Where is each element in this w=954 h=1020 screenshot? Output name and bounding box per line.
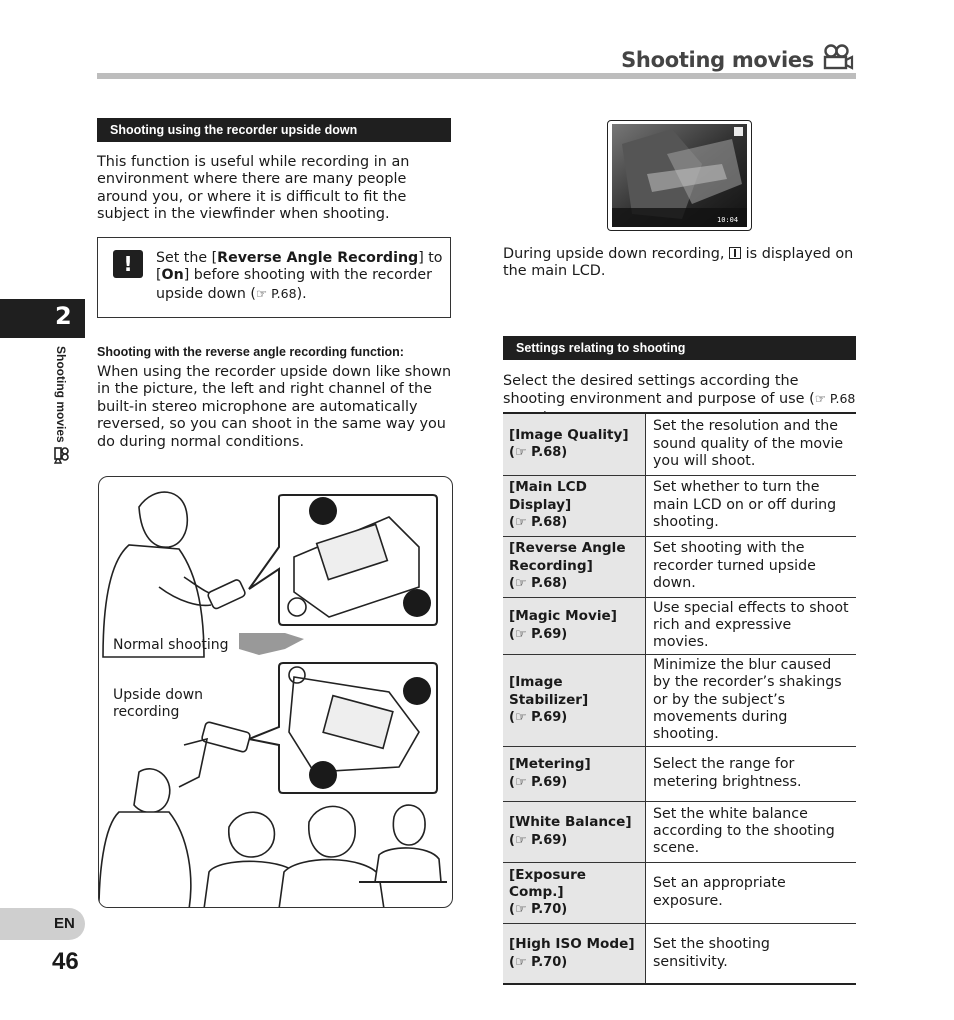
section-header-upside-down: Shooting using the recorder upside down	[97, 118, 451, 142]
intro-paragraph: This function is useful while recording in an environment where there are many people around you, or where it is difficult to fit the subject in the viewfinder when shooting.	[97, 154, 410, 223]
movie-camera-icon	[52, 447, 70, 463]
table-row: [Image Stabilizer] (☞ P.69) Minimize the blur caused by the recorder’s shakings or by the subject’s movements during shooting.	[503, 654, 856, 746]
upside-down-label-2: recording	[113, 704, 180, 720]
page-number: 46	[52, 948, 79, 975]
upside-down-label: Upside down	[113, 687, 204, 703]
page-title: Shooting movies	[621, 44, 854, 75]
lcd-caption: During upside down recording, is displayed on the main LCD.	[503, 246, 854, 280]
movie-camera-icon	[822, 44, 854, 75]
table-row: [White Balance] (☞ P.69) Set the white balance according to the shooting scene.	[503, 801, 856, 862]
lcd-preview-screen	[612, 124, 747, 227]
title-rule	[97, 73, 856, 79]
table-row: [Reverse Angle Recording] (☞ P.68) Set shooting with the recorder turned upside down.	[503, 536, 856, 597]
chapter-tab	[0, 299, 85, 338]
table-row: [High ISO Mode] (☞ P.70) Set the shooting sensitivity.	[503, 923, 856, 984]
note-text: Set the [Reverse Angle Recording] to [On] before shooting with the recorder upside down (☞ P.68).	[156, 250, 443, 302]
table-row: [Metering] (☞ P.69) Select the range for metering brightness.	[503, 746, 856, 801]
exclamation-icon: !	[113, 250, 143, 278]
chapter-number: 2	[55, 302, 72, 330]
sidebar-section-label: Shooting movies	[50, 346, 72, 486]
section-header-settings: Settings relating to shooting	[503, 336, 856, 360]
settings-table	[503, 412, 856, 985]
subheading-paragraph: When using the recorder upside down like shown in the picture, the left and right channel of the built-in stereo microphone are automatically reversed, so you can shoot in the same way you do during normal conditions.	[97, 364, 452, 450]
normal-shooting-label: Normal shooting	[113, 637, 229, 653]
illustration-drawing	[99, 477, 453, 908]
upside-down-icon	[729, 247, 741, 259]
lcd-status-text: 10:04	[717, 216, 739, 224]
table-row: [Image Quality] (☞ P.68) Set the resolution and the sound quality of the movie you will shoot.	[503, 413, 856, 475]
settings-intro: Select the desired settings according the shooting environment and purpose of use (☞ P.68	[503, 373, 856, 408]
language-label: EN	[54, 915, 75, 932]
table-row: [Exposure Comp.] (☞ P.70) Set an appropriate exposure.	[503, 862, 856, 923]
subheading: Shooting with the reverse angle recording function:	[97, 345, 404, 359]
table-row: [Magic Movie] (☞ P.69) Use special effects to shoot rich and expressive movies.	[503, 597, 856, 654]
upside-down-illustration	[98, 476, 453, 908]
table-row: [Main LCD Display] (☞ P.68) Set whether to turn the main LCD on or off during shooting.	[503, 475, 856, 536]
